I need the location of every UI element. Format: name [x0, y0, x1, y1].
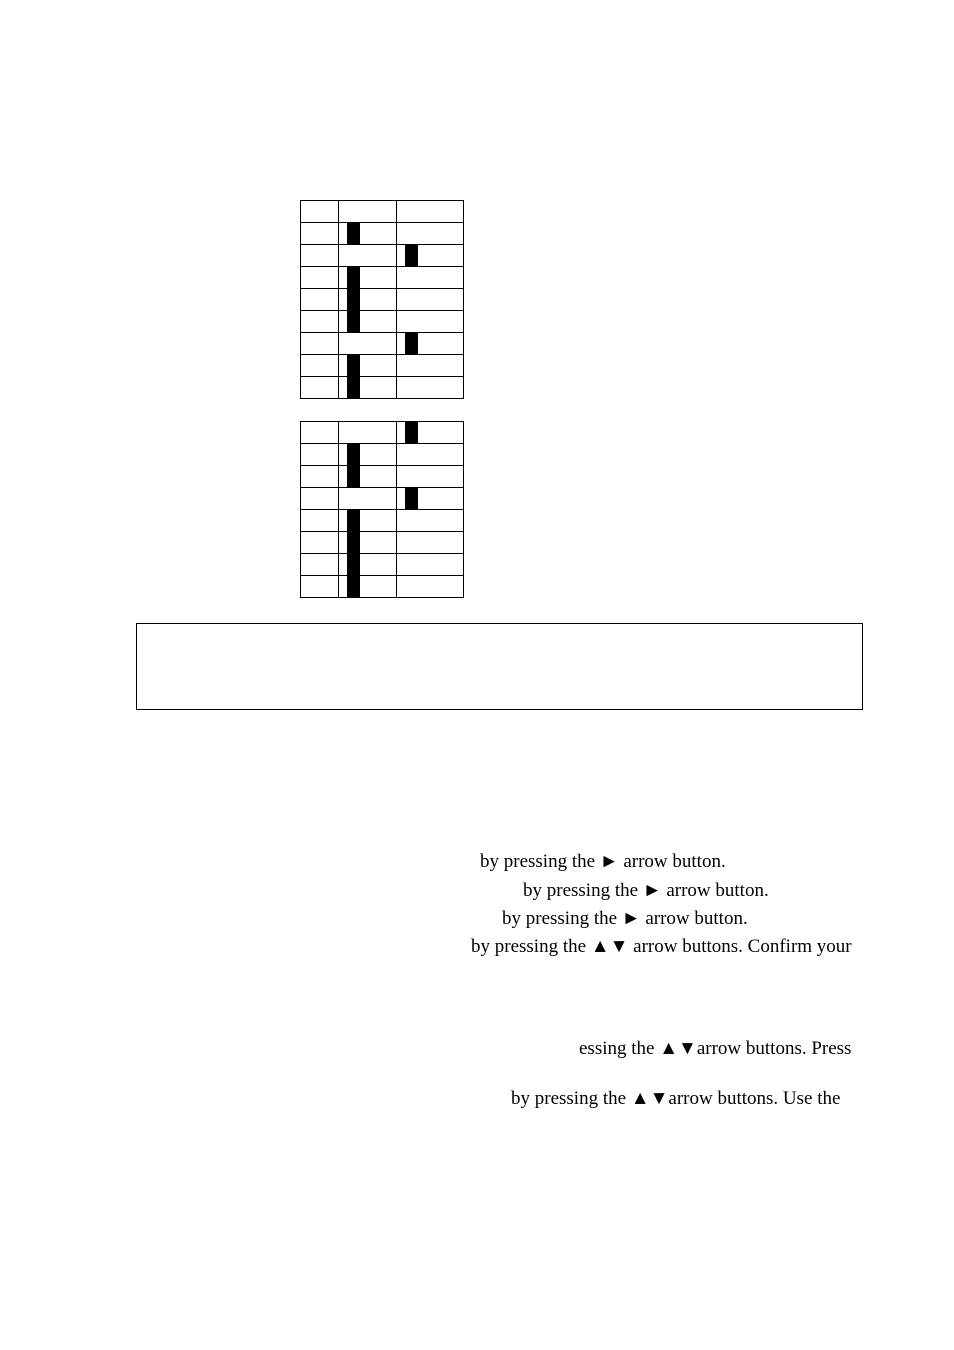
dip-switch-row: [301, 576, 464, 598]
dip-switch-cell: [339, 554, 397, 576]
dip-switch-cell: [301, 466, 339, 488]
instruction-line: by pressing the ► arrow button.: [480, 851, 726, 872]
dip-switch-cell: [301, 311, 339, 333]
dip-switch-cell: [301, 576, 339, 598]
dip-switch-cell: [301, 355, 339, 377]
dip-switch-cell: [301, 333, 339, 355]
switch-position-indicator: [347, 444, 360, 465]
dip-switch-row: [301, 245, 464, 267]
dip-switch-row: [301, 554, 464, 576]
dip-switch-row: [301, 444, 464, 466]
dip-switch-row: [301, 488, 464, 510]
dip-switch-cell: [301, 488, 339, 510]
dip-switch-cell: [339, 422, 397, 444]
dip-switch-row: [301, 532, 464, 554]
dip-switch-cell: [301, 532, 339, 554]
dip-switch-cell: [397, 510, 464, 532]
dip-switch-row: [301, 355, 464, 377]
instruction-line: by pressing the ► arrow button.: [502, 908, 748, 929]
dip-switch-cell: [397, 488, 464, 510]
dip-switch-cell: [301, 245, 339, 267]
dip-switch-row: [301, 201, 464, 223]
dip-switch-cell: [339, 355, 397, 377]
dip-switch-cell: [397, 311, 464, 333]
dip-switch-cell: [301, 201, 339, 223]
dip-switch-cell: [339, 289, 397, 311]
switch-position-indicator: [405, 488, 418, 509]
dip-switch-cell: [339, 245, 397, 267]
dip-switch-row: [301, 422, 464, 444]
instruction-line: by pressing the ► arrow button.: [523, 880, 769, 901]
switch-position-indicator: [347, 223, 360, 244]
switch-position-indicator: [347, 289, 360, 310]
dip-switch-cell: [397, 333, 464, 355]
dip-switch-cell: [397, 267, 464, 289]
dip-switch-cell: [301, 267, 339, 289]
dip-switch-cell: [397, 532, 464, 554]
switch-position-indicator: [405, 422, 418, 443]
dip-switch-cell: [339, 311, 397, 333]
dip-switch-cell: [301, 510, 339, 532]
dip-switch-cell: [397, 466, 464, 488]
dip-switch-cell: [301, 223, 339, 245]
dip-switch-cell: [339, 333, 397, 355]
dip-switch-cell: [339, 576, 397, 598]
dip-switch-cell: [339, 532, 397, 554]
dip-switch-cell: [339, 377, 397, 399]
switch-position-indicator: [347, 311, 360, 332]
dip-switch-cell: [397, 223, 464, 245]
dip-switch-table: [300, 200, 464, 399]
switch-position-indicator: [347, 510, 360, 531]
dip-switch-cell: [339, 223, 397, 245]
dip-switch-table: [300, 421, 464, 598]
dip-switch-cell: [301, 377, 339, 399]
dip-switch-row: [301, 289, 464, 311]
dip-switch-row: [301, 223, 464, 245]
dip-switch-row: [301, 510, 464, 532]
dip-switch-cell: [397, 377, 464, 399]
dip-switch-cell: [339, 201, 397, 223]
dip-switch-cell: [397, 422, 464, 444]
switch-position-indicator: [347, 267, 360, 288]
switch-position-indicator: [405, 245, 418, 266]
dip-switch-cell: [339, 488, 397, 510]
instruction-line: by pressing the ▲▼ arrow buttons. Confirm your: [471, 936, 852, 957]
dip-switch-cell: [397, 576, 464, 598]
instruction-line: by pressing the ▲▼arrow buttons. Use the: [511, 1088, 841, 1109]
dip-switch-cell: [397, 245, 464, 267]
switch-position-indicator: [347, 377, 360, 398]
dip-switch-cell: [397, 289, 464, 311]
dip-switch-cell: [339, 510, 397, 532]
dip-switch-cell: [339, 444, 397, 466]
dip-switch-cell: [397, 444, 464, 466]
dip-switch-cell: [339, 267, 397, 289]
dip-switch-cell: [339, 466, 397, 488]
switch-position-indicator: [347, 576, 360, 597]
dip-switch-cell: [301, 444, 339, 466]
dip-switch-cell: [301, 289, 339, 311]
switch-position-indicator: [347, 554, 360, 575]
dip-switch-cell: [301, 422, 339, 444]
dip-switch-row: [301, 466, 464, 488]
note-box: [136, 623, 863, 710]
switch-position-indicator: [347, 355, 360, 376]
dip-switch-cell: [397, 554, 464, 576]
dip-switch-cell: [397, 355, 464, 377]
dip-switch-cell: [301, 554, 339, 576]
dip-switch-row: [301, 377, 464, 399]
instruction-line: essing the ▲▼arrow buttons. Press: [579, 1038, 852, 1059]
dip-switch-cell: [397, 201, 464, 223]
dip-switch-row: [301, 267, 464, 289]
switch-position-indicator: [405, 333, 418, 354]
dip-switch-row: [301, 311, 464, 333]
dip-switch-row: [301, 333, 464, 355]
switch-position-indicator: [347, 532, 360, 553]
switch-position-indicator: [347, 466, 360, 487]
